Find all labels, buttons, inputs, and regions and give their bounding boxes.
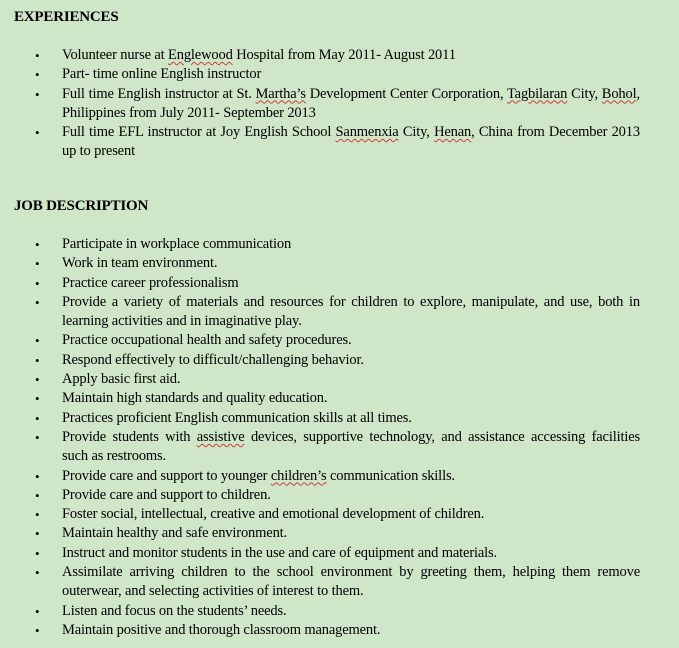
list-item [0, 505, 679, 524]
bullet-icon: • [35, 391, 40, 407]
bullet-icon: • [35, 48, 40, 63]
bullet-icon: • [35, 526, 40, 542]
item-text: Full time EFL instructor at Joy English School [62, 124, 336, 141]
item-text: Part- time online English instructor [62, 66, 262, 83]
list-item [0, 235, 679, 254]
list-item [0, 65, 679, 84]
item-text: Instruct and monitor students in the use and care of equipment and materials. [62, 544, 498, 561]
list-item [0, 621, 679, 640]
misspelled-word: Tagbilaran [506, 85, 568, 102]
bullet-icon: • [35, 372, 40, 388]
job-description-heading: JOB DESCRIPTION [14, 198, 149, 214]
misspelled-word: Martha’s [255, 85, 306, 102]
list-item [0, 274, 679, 293]
list-item [0, 544, 679, 563]
misspelled-word: children’s [270, 467, 327, 484]
item-text: Practice occupational health and safety procedures. [62, 332, 352, 349]
item-text: Participate in workplace communication [62, 236, 292, 252]
list-item [0, 563, 679, 602]
item-text: , China from December 2013 up to present [62, 124, 640, 160]
bullet-icon: • [35, 545, 40, 561]
bullet-icon: • [35, 67, 40, 83]
item-text: Practices proficient English communication skills at all times. [62, 409, 412, 426]
list-item [0, 254, 679, 273]
bullet-icon: • [35, 86, 40, 102]
item-text: City, [398, 124, 435, 141]
list-item [0, 46, 679, 65]
bullet-icon: • [35, 275, 40, 291]
item-text: Maintain healthy and safe environment. [62, 525, 288, 542]
item-text: City, [567, 85, 602, 102]
list-item [0, 85, 679, 124]
item-text: Provide care and support to children. [62, 486, 271, 503]
bullet-icon: • [35, 237, 40, 252]
list-item [0, 467, 679, 486]
item-text: Maintain high standards and quality education. [62, 390, 328, 407]
item-text: Provide students with [62, 428, 197, 445]
bullet-icon: • [35, 429, 40, 445]
misspelled-word: Bohol [601, 85, 637, 102]
experiences-heading: EXPERIENCES [14, 9, 119, 25]
misspelled-word: Henan [434, 124, 472, 141]
item-text: Volunteer nurse at [62, 47, 169, 63]
job-description-list [0, 235, 679, 640]
bullet-icon: • [35, 487, 40, 503]
item-text: , Philippines from July 2011- September 2013 [62, 85, 640, 121]
bullet-icon: • [35, 333, 40, 349]
bullet-icon: • [35, 565, 40, 581]
item-text: Respond effectively to difficult/challenging behavior. [62, 351, 364, 368]
bullet-icon: • [35, 468, 40, 484]
misspelled-word: Sanmenxia [335, 124, 399, 141]
list-item [0, 293, 679, 332]
misspelled-word: assistive [196, 428, 245, 445]
item-text: Development Center Corporation, [305, 85, 507, 102]
item-text: Provide care and support to younger [62, 467, 271, 484]
misspelled-word: Englewood [168, 47, 233, 63]
experiences-list [0, 46, 679, 162]
list-item [0, 331, 679, 350]
item-text: Practice career professionalism [62, 274, 239, 291]
list-item [0, 524, 679, 543]
list-item [0, 428, 679, 467]
bullet-icon: • [35, 352, 40, 368]
bullet-icon: • [35, 507, 40, 523]
bullet-icon: • [35, 603, 40, 619]
item-text: devices, supportive technology, and assistance accessing facilities such as restrooms. [62, 428, 641, 465]
item-text: Provide a variety of materials and resources for children to explore, manipulate, and use, both in learning activities and in imaginative play. [62, 293, 640, 330]
list-item [0, 389, 679, 408]
item-text: Maintain positive and thorough classroom management. [62, 621, 381, 638]
bullet-icon: • [35, 410, 40, 426]
item-text: Assimilate arriving children to the school environment by greeting them, helping them remove outerwear, and selecting activities of interest to them. [62, 564, 640, 600]
item-text: Foster social, intellectual, creative and emotional development of children. [62, 506, 485, 523]
list-item [0, 370, 679, 389]
list-item [0, 486, 679, 505]
bullet-icon: • [35, 622, 40, 638]
item-text: Full time English instructor at St. [62, 85, 256, 102]
item-text: Listen and focus on the students’ needs. [62, 602, 287, 619]
list-item [0, 351, 679, 370]
bullet-icon: • [35, 294, 40, 310]
bullet-icon: • [35, 125, 40, 141]
item-text: Apply basic first aid. [62, 371, 181, 388]
list-item [0, 123, 679, 162]
item-text: communication skills. [326, 467, 455, 484]
list-item [0, 602, 679, 621]
item-text: Hospital from May 2011- August 2011 [232, 47, 456, 63]
item-text: Work in team environment. [62, 255, 218, 272]
bullet-icon: • [35, 256, 40, 272]
list-item [0, 409, 679, 428]
